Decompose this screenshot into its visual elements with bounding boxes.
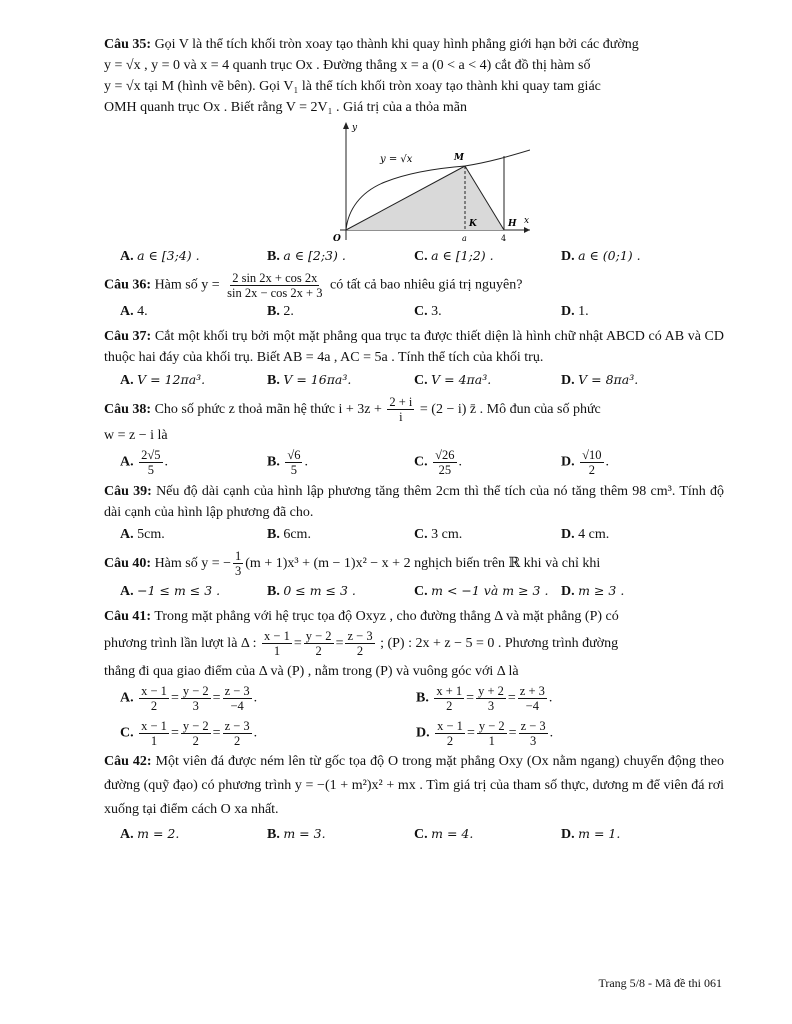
option-c[interactable]: C. $\frac{x - 1}{1}$ = $\frac{y - 2}{2}$ = $\frac{z - 3}{2}$ . [120,719,258,748]
option-d[interactable]: D. 1. [561,304,589,319]
option-d[interactable]: D. m ≥ 3 . [561,583,625,599]
option-c[interactable]: C. V = 4πa³. [414,372,492,388]
option-a[interactable]: A. −1 ≤ m ≤ 3 . [120,583,221,599]
tick-4-label: 4 [501,234,507,242]
option-a[interactable]: A. $\frac{x - 1}{2}$ = $\frac{y - 2}{3}$ = $\frac{z - 3}{-4}$ . [120,684,258,713]
question-text: Gọi V là thể tích khối tròn xoay tạo thành khi quay hình phẳng giới hạn bởi các đường [154,37,639,52]
point-k-label: K [469,219,477,229]
question-37-options [120,370,724,391]
option-c[interactable]: C. 3. [414,304,442,319]
triangle-omh-fill [346,166,504,230]
point-m-label: M [454,153,464,163]
page-footer: Trang 5/8 - Mã đề thi 061 [598,976,722,990]
option-c[interactable]: C. m = 4. [414,826,474,842]
option-b[interactable]: B. $\frac{x + 1}{2}$ = $\frac{y + 2}{3}$ = $\frac{z + 3}{-4}$ . [416,684,553,713]
question-35-options [120,246,724,267]
x-axis-arrow [524,227,530,233]
option-a[interactable]: A. V = 12πa³. [120,372,206,388]
question-label: Câu 35: [104,37,152,52]
question-38: Câu 38: Cho số phức z thoả mãn hệ thức i + 3z + $\frac{2 + i}{i}$ = (2 − i) z̄ . Mô đun của số phức [104,395,601,425]
question-35-line3: y = √x tại M (hình vẽ bên). Gọi V₁ là thể tích khối tròn xoay tạo thành khi quay tam giác [104,79,601,94]
option-d[interactable]: D. 4 cm. [561,527,610,542]
question-39: Câu 39: Nếu độ dài cạnh của hình lập phương tăng thêm 2cm thì thể tích của nó tăng thêm 98 cm³. Tính độ dài cạnh của hình lập phương đã cho. [104,484,725,520]
axis-label-y: y [352,123,358,133]
option-c[interactable]: C. $\frac{√26}{25}$ . [414,448,462,477]
question-35 [104,34,724,55]
question-37: Câu 37: Cắt một khối trụ bởi một mặt phẳng qua trục ta được thiết diện là hình chữ nhật ABCD có AB và CD thuộc hai đáy của khối trụ. Biết AB = 4a , AC = 5a . Tính thể tích của khối trụ. [104,329,725,365]
option-a[interactable]: A. 4. [120,304,148,319]
option-b[interactable]: B. 6cm. [267,527,311,542]
sqrt-graph-figure [330,120,530,242]
point-h-label: H [508,219,517,229]
option-a[interactable]: A. a ∈ [3;4) . [120,248,200,264]
option-b[interactable]: B. V = 16πa³. [267,372,352,388]
option-a[interactable]: A. m = 2. [120,826,180,842]
option-a[interactable]: A. 5cm. [120,527,165,542]
question-40: Câu 40: Hàm số y = − $\frac{1}{3}$ (m + 1)x³ + (m − 1)x² − x + 2 nghịch biến trên ℝ khi và chỉ khi [104,549,601,579]
option-d[interactable]: D. V = 8πa³. [561,372,639,388]
curve-label: y = √x [380,154,413,165]
option-d[interactable]: D. a ∈ (0;1) . [561,248,641,264]
option-c[interactable]: C. m < −1 và m ≥ 3 . [414,583,549,599]
option-b[interactable]: B. 0 ≤ m ≤ 3 . [267,583,356,599]
option-c[interactable]: C. a ∈ [1;2) . [414,248,494,264]
question-35-line2: y = √x , y = 0 và x = 4 quanh trục Ox . Đường thẳng x = a (0 < a < 4) cắt đồ thị hàm số [104,58,591,73]
fraction: $\frac{1}{3}$ [235,549,242,579]
exam-page [104,34,724,849]
question-41-options [120,684,724,748]
y-axis-arrow [343,122,349,129]
option-c[interactable]: C. 3 cm. [414,527,463,542]
question-42-options [120,824,724,845]
option-a[interactable]: A. $\frac{2√5}{5}$ . [120,448,168,477]
point-o-label: O [333,234,341,242]
option-d[interactable]: D. $\frac{x - 1}{2}$ = $\frac{y - 2}{1}$ = $\frac{z - 3}{3}$ . [416,719,554,748]
fraction: $\frac{2 \sin 2x + \cos 2x}{\sin 2x - \cos 2x + 3}$ [227,271,323,300]
question-41: Câu 41: Trong mặt phẳng với hệ trục tọa độ Oxyz , cho đường thẳng Δ và mặt phẳng (P) có [104,609,619,624]
axis-label-x: x [524,216,530,226]
question-38-options [120,448,724,477]
tick-a-label: a [462,234,467,242]
question-40-options [120,581,724,602]
question-41-line3: thẳng đi qua giao điểm của Δ và (P) , nằm trong (P) và vuông góc với Δ là [104,664,519,679]
question-36: Câu 36: Hàm số y = $\frac{2 \sin 2x + \cos 2x}{\sin 2x - \cos 2x + 3}$ có tất cả bao nhiêu giá trị nguyên? [104,271,523,300]
option-d[interactable]: D. m = 1. [561,826,621,842]
question-39-options [120,525,724,545]
option-b[interactable]: B. 2. [267,304,294,319]
fraction: $\frac{2 + i}{i}$ [389,395,413,425]
option-b[interactable]: B. a ∈ [2;3) . [267,248,346,264]
option-b[interactable]: B. $\frac{√6}{5}$ . [267,448,308,477]
question-36-options [120,302,724,322]
question-35-line4: OMH quanh trục Ox . Biết rằng V = 2V₁ . Giá trị của a thỏa mãn [104,100,467,115]
question-41-line2: phương trình lần lượt là Δ : $\frac{x - 1}{1}$ = $\frac{y - 2}{2}$ = $\frac{z - 3}{2}$ ; (P) : 2x + z − 5 = 0 . Phương trình đường [104,629,619,659]
option-b[interactable]: B. m = 3. [267,826,326,842]
question-42: Câu 42: Một viên đá được ném lên từ gốc tọa độ O trong mặt phẳng Oxy (Ox nằm ngang) chuyển động theo đường (quỹ đạo) có phương trình y = −(1 + m²)x² + mx . Tìm giá trị của tham số thực, dương m để viên đá rơi xuống tại điểm cách O xa nhất. [104,754,724,817]
question-38-line2: w = z − i là [104,428,168,443]
option-d[interactable]: D. $\frac{√10}{2}$ . [561,448,609,477]
